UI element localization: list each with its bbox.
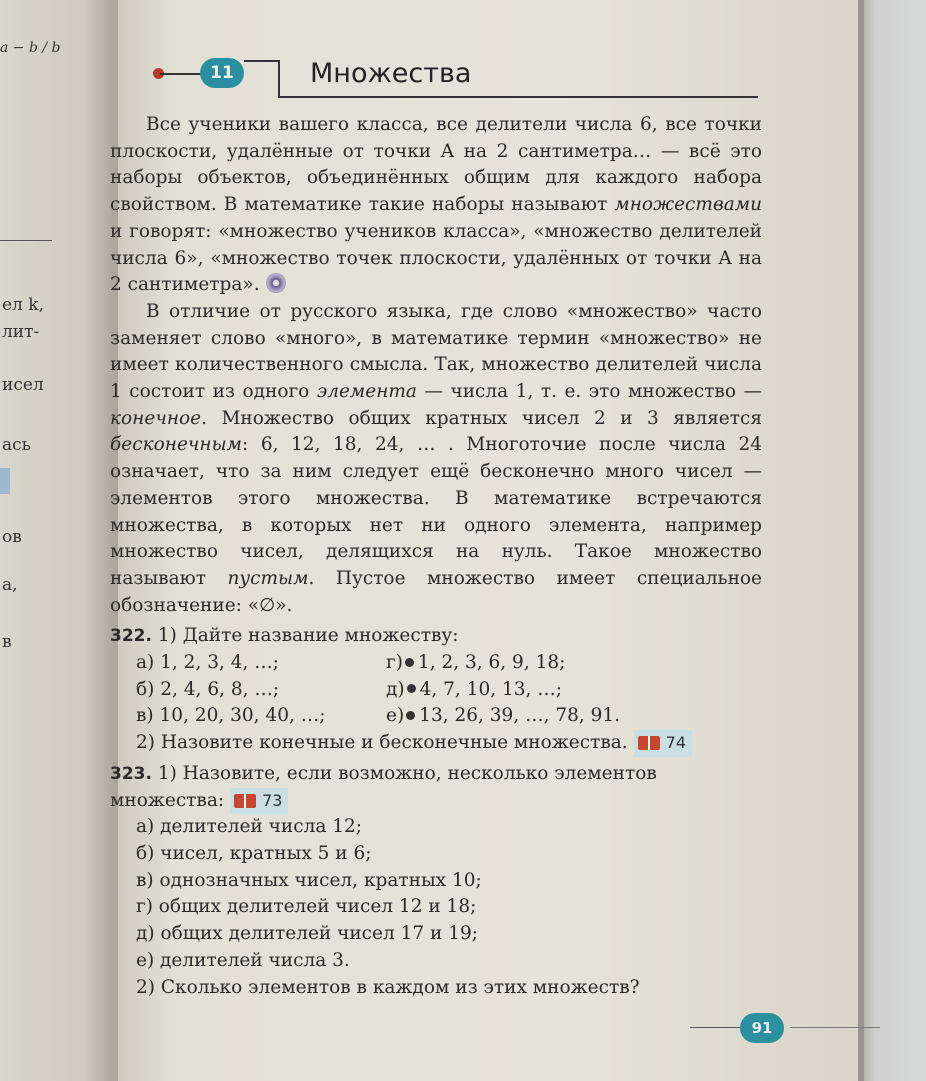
left-fragment: в (2, 632, 12, 652)
exercise-number: 323. (110, 763, 152, 784)
list-item: б) 2, 4, 6, 8, …; (136, 678, 280, 700)
page-number: 91 (740, 1013, 784, 1043)
term-element: элемента (316, 381, 417, 403)
left-fragment: исел (2, 375, 44, 395)
bullet-icon (407, 684, 416, 693)
book-icon (234, 794, 256, 808)
list-item: в) 10, 20, 30, 40, …; (136, 705, 326, 727)
exercise-322-items (136, 650, 762, 730)
page-number-rule (690, 1027, 740, 1028)
exercise-322-q2: 2) Назовите конечные и бесконечные множества. 74 (136, 730, 762, 757)
intro-paragraph: Все ученики вашего класса, все делители числа 6, все точки плоскости, удалённые от точки A на 2 сантиметра… — всё это наборы объектов, объединённых общим для каждого набора свойством. В математике такие наборы называют множествами и говорят: «множество учеников класса», «множество делителей числа 6», «множество точек плоскости, удалённых от точки A на 2 сантиметра». (110, 114, 762, 296)
book-icon (638, 736, 660, 750)
bullet-icon (406, 711, 415, 720)
header-frame (244, 60, 280, 98)
audio-disc-icon[interactable] (266, 273, 286, 293)
term-infinite: бесконечным (110, 434, 243, 456)
page-number-rule (790, 1027, 880, 1028)
left-fragment: ов (2, 527, 22, 547)
list-item: е) 13, 26, 39, …, 78, 91. (386, 705, 621, 727)
reference-badge[interactable]: 73 (230, 788, 288, 815)
left-facing-page (0, 0, 118, 1081)
exercise-322-q1: 322. 1) Дайте название множеству: (110, 625, 459, 647)
bullet-icon (405, 658, 414, 667)
left-page-rule (0, 240, 52, 241)
page-body (110, 112, 762, 1001)
header-line (160, 73, 205, 75)
list-item: б) чисел, кратных 5 и 6; (136, 842, 372, 864)
exercise-322 (110, 623, 762, 757)
list-item: е) делителей числа 3. (136, 949, 350, 971)
left-fragment: ел k, (2, 295, 44, 315)
list-item: а) 1, 2, 3, 4, …; (136, 652, 279, 674)
list-item: д) общих делителей чисел 17 и 19; (136, 923, 479, 945)
left-fragment: ась (2, 435, 31, 455)
term-empty: пустым (227, 567, 309, 589)
exercise-323 (110, 761, 762, 1001)
left-fragment: а, (2, 575, 18, 595)
left-page-marker (0, 468, 10, 494)
list-item: в) однозначных чисел, кратных 10; (136, 869, 482, 891)
list-item: д) 4, 7, 10, 13, …; (386, 678, 563, 700)
second-paragraph: В отличие от русского языка, где слово «множество» часто заменяет слово «много», в математике термин «множество» не имеет количественного смысла. Так, множество делителей числа 1 состоит из одного элемента — числа 1, т. е. это множество — конечное. Множество общих кратных чисел 2 и 3 является бесконечным: 6, 12, 18, 24, … . Многоточие после числа 24 означает, что за ним следует ещё бесконечно много чисел — элементов этого множества. В математике встречаются множества, в которых нет ни одного элемента, например множество чисел, делящихся на нуль. Такое множество называют пустым. Пустое множество имеет специальное обозначение: «∅». (110, 300, 762, 616)
background-notebook (858, 0, 926, 1081)
term-finite: конечное (110, 407, 202, 429)
left-fragment: лит- (2, 322, 40, 342)
exercise-number: 322. (110, 626, 152, 647)
exercise-323-q1: 323. 1) Назовите, если возможно, несколько элементов множества: 73 (110, 761, 762, 814)
term-sets: множествами (614, 194, 762, 216)
section-header (150, 52, 770, 112)
left-page-math: a − b / b (0, 40, 61, 56)
section-number: 11 (200, 58, 244, 88)
section-title: Множества (310, 58, 472, 89)
page-edge (858, 0, 864, 1081)
list-item: г) 1, 2, 3, 6, 9, 18; (386, 652, 566, 674)
header-underline (278, 96, 758, 98)
reference-badge[interactable]: 74 (634, 730, 692, 757)
exercise-323-q2: 2) Сколько элементов в каждом из этих множеств? (136, 976, 640, 998)
list-item: г) общих делителей чисел 12 и 18; (136, 896, 477, 918)
list-item: а) делителей числа 12; (136, 816, 363, 838)
